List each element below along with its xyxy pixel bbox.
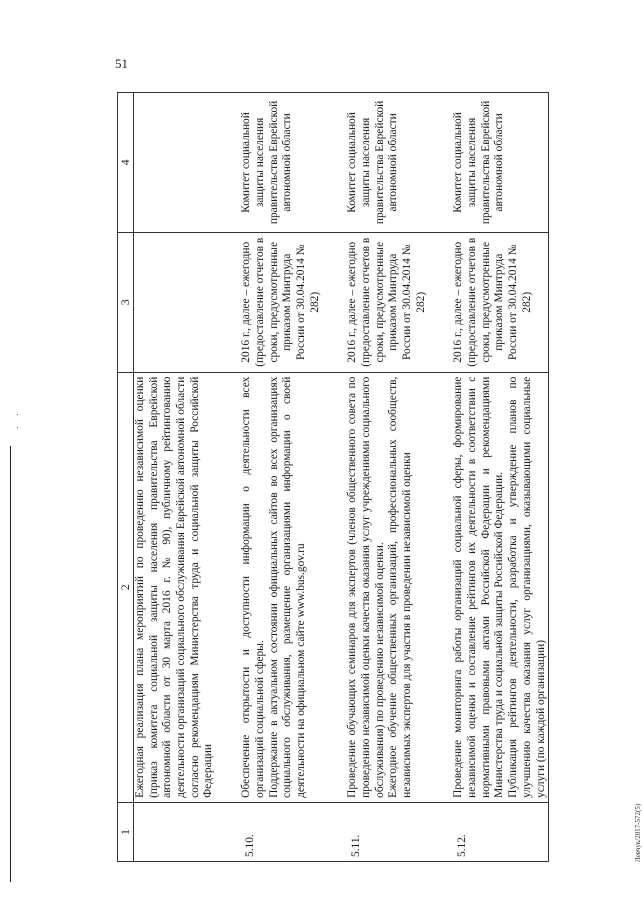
item-number xyxy=(134,802,217,861)
deadline-cell: 2016 г., далее – ежегодно (предоставление отчетов в сроки, предусмотренные приказом Минтруда России от 30.04.2014 № 282) xyxy=(240,232,322,372)
table-gap xyxy=(428,93,452,862)
activity-paragraph: Проведение мониторинга работы организаций социальной сферы, формирование независимой оценки и составление рейтингов их деятельности в соответствии с нормативными правовыми актами Российской Федерации и рекомендациями Министерства труда и социальной защиты Российской Федерации. xyxy=(452,376,506,798)
action-plan-table xyxy=(117,92,549,862)
executor-cell xyxy=(134,93,217,233)
activity-paragraph: Ежегодное обучение общественных организаций, профессиональных сообществ, независимых экспертов для участия в проведении независимой оценки xyxy=(387,376,413,798)
table-gap xyxy=(216,93,240,862)
activity-cell xyxy=(346,372,428,802)
table-gap xyxy=(322,93,346,862)
column-number: 3 xyxy=(118,232,134,372)
deadline-cell: 2016 г., далее – ежегодно (предоставление отчетов в сроки, предусмотренные приказом Минтруда России от 30.04.2014 № 282) xyxy=(452,232,548,372)
item-number: 5.11. xyxy=(346,802,428,861)
activity-cell xyxy=(134,372,217,802)
column-number-row xyxy=(118,93,134,862)
column-number: 1 xyxy=(118,802,134,861)
activity-paragraph: Публикация рейтингов деятельности, разработка и утверждение планов по улучшению качества оказания услуг организациями, оказывающими социальные услуги (по каждой организации) xyxy=(507,376,547,798)
activity-paragraph: Ежегодная реализация плана мероприятий по проведению независимой оценки (приказ комитета социальной защиты населения правительства Еврейской автономной области от 30 марта 2016 г. № 90), публичному рейтингованию деятельности организаций социального обслуживания Еврейской автономной области согласно рекомендациям Министерства труда и социальной защиты Российской Федерации xyxy=(134,376,215,798)
item-number: 5.10. xyxy=(240,802,322,861)
activity-cell xyxy=(452,372,548,802)
action-plan-table-wrapper xyxy=(117,92,547,862)
table-row xyxy=(452,93,548,862)
scan-mark xyxy=(17,414,18,415)
table-row xyxy=(346,93,428,862)
document-code: Левчук/2017-572(5) xyxy=(634,803,642,862)
binding-margin-rule xyxy=(10,446,11,882)
activity-paragraph: Обеспечение открытости и доступности информации о деятельности всех организаций социальной сферы. xyxy=(240,376,266,798)
deadline-cell: 2016 г., далее – ежегодно (предоставление отчетов в сроки, предусмотренные приказом Минтруда России от 30.04.2014 № 282) xyxy=(346,232,428,372)
executor-cell: Комитет социальной защиты населения правительства Еврейской автономной области xyxy=(240,93,322,233)
deadline-cell xyxy=(134,232,217,372)
activity-cell xyxy=(240,372,322,802)
item-number: 5.12. xyxy=(452,802,548,861)
column-number: 2 xyxy=(118,372,134,802)
column-number: 4 xyxy=(118,93,134,233)
table-row xyxy=(240,93,322,862)
executor-cell: Комитет социальной защиты населения правительства Еврейской автономной области xyxy=(452,93,548,233)
activity-paragraph: Поддержание в актуальном состоянии официальных сайтов во всех организациях социального обслуживания, размещение организациями информации о своей деятельности на официальном сайте www.bus.gov.ru xyxy=(267,376,307,798)
executor-cell: Комитет социальной защиты населения правительства Еврейской автономной области xyxy=(346,93,428,233)
activity-paragraph: Проведение обучающих семинаров для экспертов (членов общественного совета по проведению независимой оценки качества оказания услуг учреждениями социального обслуживания) по проведению независимой оценки. xyxy=(346,376,386,798)
scan-mark xyxy=(17,427,18,428)
page-number: 51 xyxy=(115,56,128,71)
table-row xyxy=(134,93,217,862)
